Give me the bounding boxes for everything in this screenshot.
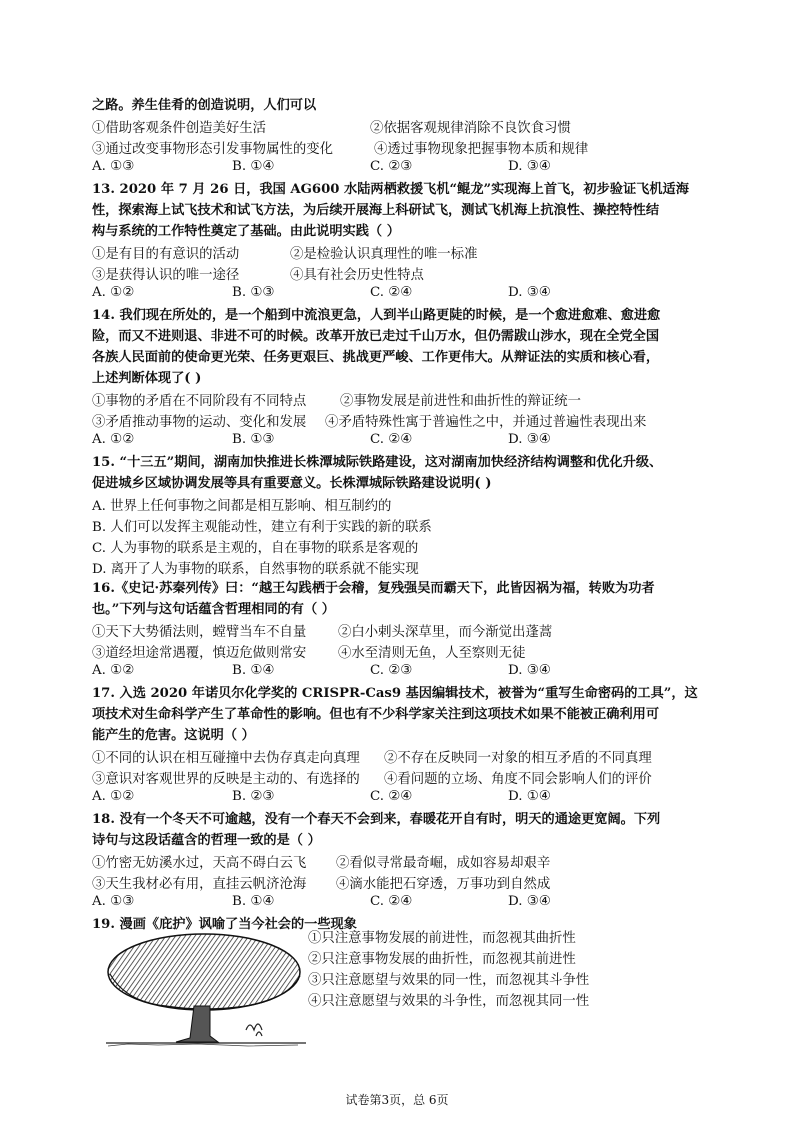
q18-option-1: ①竹密无妨溪水过，天高不碍白云飞 xyxy=(92,856,307,871)
q15-option-b: B. 人们可以发挥主观能动性，建立有利于实践的新的联系 xyxy=(92,520,432,535)
q15-option-a: A. 世界上任何事物之间都是相互影响、相互制约的 xyxy=(92,499,392,514)
choice-b: B. ①④ xyxy=(232,159,275,174)
q17-choices xyxy=(92,789,712,809)
choice-c: C. ②③ xyxy=(370,159,413,174)
q17-option-1: ①不同的认识在相互碰撞中去伪存真走向真理 xyxy=(92,751,360,766)
q15-option-d: D. 离开了人为事物的联系，自然事物的联系就不能实现 xyxy=(92,562,419,577)
q13-option-3: ③是获得认识的唯一途径 xyxy=(92,268,240,283)
q18-choices xyxy=(92,894,712,914)
choice-d: D. ③④ xyxy=(508,159,551,174)
q16-option-3: ③道经坦途常遇覆，慎迈危做则常安 xyxy=(92,646,307,661)
q15-option-c: C. 人为事物的联系是主观的，自在事物的联系是客观的 xyxy=(92,541,419,556)
q18-option-2: ②看似寻常最奇崛，成如容易却艰辛 xyxy=(336,856,551,871)
choice-d: D. ③④ xyxy=(508,285,551,300)
q18-stem-line2: 诗句与这段话蕴含的哲理一致的是（ ） xyxy=(92,833,321,848)
choice-a: A. ①③ xyxy=(92,894,135,909)
q12-option-3: ③通过改变事物形态引发事物属性的变化 xyxy=(92,142,334,157)
choice-b: B. ①④ xyxy=(232,894,275,909)
q14-stem-line3: 各族人民面前的使命更光荣、任务更艰巨、挑战更严峻、工作更伟大。从辩证法的实质和核心看， xyxy=(92,350,660,365)
choice-b: B. ①③ xyxy=(232,432,275,447)
q13-option-1: ①是有目的有意识的活动 xyxy=(92,247,240,262)
choice-a: A. ①② xyxy=(92,789,135,804)
q13-stem-line3: 构与系统的工作特性奠定了基础。由此说明实践（ ） xyxy=(92,224,400,239)
q19-option-3: ③只注意愿望与效果的同一性，而忽视其斗争性 xyxy=(308,973,590,988)
q17-option-4: ④看问题的立场、角度不同会影响人们的评价 xyxy=(384,772,652,787)
q12-stem-tail: 之路。养生佳肴的创造说明，人们可以 xyxy=(92,98,317,113)
choice-b: B. ①④ xyxy=(232,663,275,678)
q16-stem-line1: 16.《史记·苏秦列传》曰：“越王勾践栖于会稽，复残强吴而霸天下，此皆因祸为福，转败为功者 xyxy=(92,581,655,596)
q13-option-4: ④具有社会历史性特点 xyxy=(290,268,424,283)
q13-option-2: ②是检验认识真理性的唯一标准 xyxy=(290,247,478,262)
q17-stem-line1: 17. 入选 2020 年诺贝尔化学奖的 CRISPR-Cas9 基因编辑技术，被誉为“重写生命密码的工具”，这 xyxy=(92,686,698,701)
q19-option-1: ①只注意事物发展的前进性，而忽视其曲折性 xyxy=(308,931,576,946)
q13-stem-line2: 性，探索海上试飞技术和试飞方法，为后续开展海上科研试飞，测试飞机海上抗浪性、操控特性结 xyxy=(92,203,660,218)
q16-option-4: ④水至清则无鱼，人至察则无徒 xyxy=(338,646,526,661)
q14-choices xyxy=(92,432,712,452)
q19-option-2: ②只注意事物发展的曲折性，而忽视其前进性 xyxy=(308,952,576,967)
q14-option-4: ④矛盾特殊性寓于普遍性之中，并通过普遍性表现出来 xyxy=(325,415,647,430)
q19-options xyxy=(308,928,589,1012)
q12-option-2: ②依据客观规律消除不良饮食习惯 xyxy=(370,121,571,136)
q18-option-4: ④滴水能把石穿透，万事功到自然成 xyxy=(336,877,551,892)
q18-option-3: ③天生我材必有用，直挂云帆济沧海 xyxy=(92,877,307,892)
q16-option-2: ②白小剌头深草里，而今渐觉出蓬蒿 xyxy=(338,625,553,640)
q14-stem-line1: 14. 我们现在所处的，是一个船到中流浪更急，人到半山路更陡的时候，是一个愈进愈难、愈进愈 xyxy=(92,308,661,323)
q15-stem-line2: 促进城乡区域协调发展等具有重要意义。长株潭城际铁路建设说明( ) xyxy=(92,476,492,491)
choice-d: D. ③④ xyxy=(508,432,551,447)
q19-stem: 19. 漫画《庇护》讽喻了当今社会的一些现象 xyxy=(92,917,357,932)
choice-a: A. ①② xyxy=(92,285,135,300)
cartoon-tree-image xyxy=(106,930,306,1048)
choice-c: C. ②④ xyxy=(370,894,413,909)
q13-choices xyxy=(92,285,712,305)
q17-option-2: ②不存在反映同一对象的相互矛盾的不同真理 xyxy=(384,751,652,766)
q12-choices xyxy=(92,159,712,179)
q15-stem-line1: 15. “十三五”期间，湖南加快推进长株潭城际铁路建设，这对湖南加快经济结构调整和优化升级、 xyxy=(92,455,663,470)
q13-stem-line1: 13. 2020 年 7 月 26 日，我国 AG600 水陆两栖救援飞机“鲲龙”实现海上首飞，初步验证飞机适海 xyxy=(92,182,689,197)
q19-option-4: ④只注意愿望与效果的斗争性，而忽视其同一性 xyxy=(308,994,590,1009)
choice-d: D. ①④ xyxy=(508,789,551,804)
q17-stem-line3: 能产生的危害。这说明（ ） xyxy=(92,728,255,743)
choice-a: A. ①② xyxy=(92,432,135,447)
q14-option-1: ①事物的矛盾在不同阶段有不同特点 xyxy=(92,394,307,409)
choice-c: C. ②③ xyxy=(370,663,413,678)
q17-option-3: ③意识对客观世界的反映是主动的、有选择的 xyxy=(92,772,360,787)
q18-stem-line1: 18. 没有一个冬天不可逾越，没有一个春天不会到来，春暖花开自有时，明天的通途更宽阔。下列 xyxy=(92,812,661,827)
choice-b: B. ①③ xyxy=(232,285,275,300)
q16-stem-line2: 也。”下列与这句话蕴含哲理相同的有（ ） xyxy=(92,602,335,617)
q12-option-1: ①借助客观条件创造美好生活 xyxy=(92,121,267,136)
q16-choices xyxy=(92,663,712,683)
page-footer: 试卷第3页，总 6页 xyxy=(345,1093,449,1107)
choice-a: A. ①② xyxy=(92,663,135,678)
q14-option-3: ③矛盾推动事物的运动、变化和发展 xyxy=(92,415,307,430)
q14-option-2: ②事物发展是前进性和曲折性的辩证统一 xyxy=(340,394,582,409)
q17-stem-line2: 项技术对生命科学产生了革命性的影响。但也有不少科学家关注到这项技术如果不能被正确利用可 xyxy=(92,707,660,722)
choice-d: D. ③④ xyxy=(508,894,551,909)
choice-d: D. ③④ xyxy=(508,663,551,678)
choice-c: C. ②④ xyxy=(370,432,413,447)
choice-a: A. ①③ xyxy=(92,159,135,174)
q14-stem-line2: 险，而又不进则退、非进不可的时候。改革开放已走过千山万水，但仍需跋山涉水，现在全党全国 xyxy=(92,329,660,344)
choice-c: C. ②④ xyxy=(370,285,413,300)
choice-c: C. ②④ xyxy=(370,789,413,804)
q16-option-1: ①天下大势循法则，螳臂当车不自量 xyxy=(92,625,307,640)
q12-option-4: ④透过事物现象把握事物本质和规律 xyxy=(374,142,589,157)
choice-b: B. ②③ xyxy=(232,789,275,804)
q14-stem-line4: 上述判断体现了( ) xyxy=(92,371,202,386)
